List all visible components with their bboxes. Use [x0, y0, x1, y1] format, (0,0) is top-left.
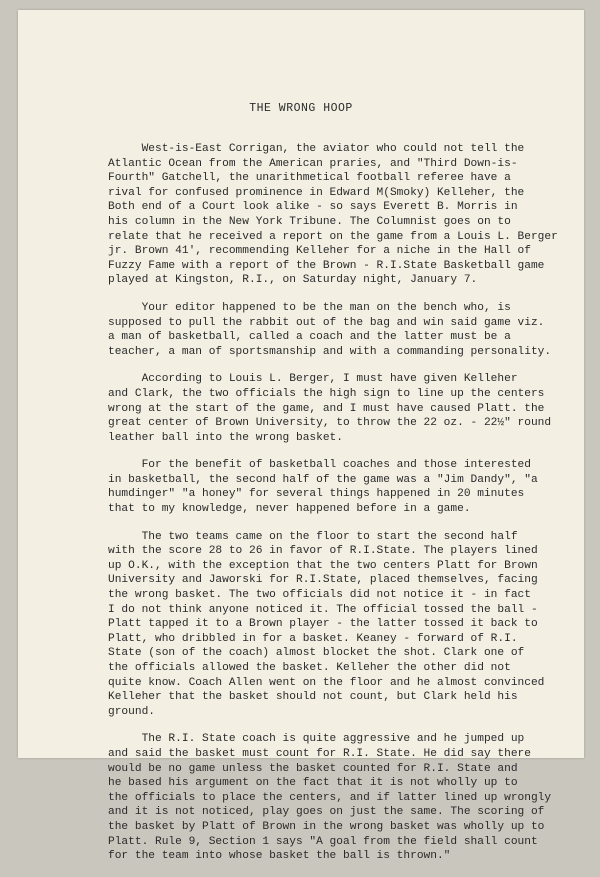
text-line: his column in the New York Tribune. The Columnist goes on to — [108, 215, 511, 228]
text-line: and Clark, the two officials the high sign to line up the centers — [108, 387, 545, 400]
paragraph — [108, 530, 548, 720]
document-body — [108, 142, 558, 877]
text-line: great center of Brown University, to throw the 22 oz. - 22½" round — [108, 417, 552, 430]
text-line: ground. — [108, 705, 155, 718]
text-line: teacher, a man of sportsmanship and with a commanding personality. — [108, 345, 552, 358]
text-line: wrong at the start of the game, and I must have caused Platt. the — [108, 402, 545, 415]
text-line: The two teams came on the floor to start the second half — [108, 530, 518, 543]
text-line: University and Jaworski for R.I.State, placed themselves, facing — [108, 574, 538, 587]
text-line: the basket by Platt of Brown in the wrong basket was wholly up to — [108, 820, 545, 833]
text-line: humdinger" "a honey" for several things happened in 20 minutes — [108, 488, 525, 501]
text-line: West-is-East Corrigan, the aviator who could not tell the — [108, 143, 525, 155]
text-line: a man of basketball, called a coach and the latter must be a — [108, 331, 511, 344]
paragraph — [108, 458, 548, 516]
text-line: the wrong basket. The two officials did not notice it - in fact — [108, 589, 531, 602]
text-line: Platt, who dribbled in for a basket. Keaney - forward of R.I. — [108, 632, 518, 645]
text-line: the officials to place the centers, and if latter lined up wrongly — [108, 791, 552, 804]
text-line: Platt. Rule 9, Section 1 says "A goal from the field shall count — [108, 835, 538, 848]
text-line: For the benefit of basketball coaches and those interested — [108, 459, 531, 472]
paragraph — [108, 301, 552, 359]
text-line: Kelleher that the basket should not count, but Clark held his — [108, 691, 518, 704]
text-line: Fourth" Gatchell, the unarithmetical football referee have a — [108, 172, 511, 185]
document-page — [18, 10, 584, 863]
text-line: Fuzzy Fame with a report of the Brown - R.I.State Basketball game — [108, 259, 545, 272]
text-line: Atlantic Ocean from the American praries, and "Third Down-is- — [108, 157, 518, 170]
text-line: he based his argument on the fact that it is not wholly up to — [108, 777, 518, 790]
text-line: and it is not noticed, play goes on just the same. The scoring of — [108, 806, 545, 819]
text-line: The R.I. State coach is quite aggressive and he jumped up — [108, 733, 525, 746]
text-line: jr. Brown 41', recommending Kelleher for a niche in the Hall of — [108, 245, 531, 258]
text-line: supposed to pull the rabbit out of the bag and win said game viz. — [108, 316, 545, 329]
text-line: up O.K., with the exception that the two centers Platt for Brown — [108, 559, 538, 572]
text-line: for the team into whose basket the ball is thrown." — [108, 850, 451, 863]
text-line: State (son of the coach) almost blocket the shot. Clark one of — [108, 647, 525, 660]
text-line: leather ball into the wrong basket. — [108, 431, 343, 444]
text-line: and said the basket must count for R.I. State. He did say there — [108, 747, 531, 760]
text-line: relate that he received a report on the game from a Louis L. Berger — [108, 230, 558, 243]
text-line: rival for confused prominence in Edward M(Smoky) Kelleher, the — [108, 186, 525, 199]
text-line: According to Louis L. Berger, I must have given Kelleher — [108, 373, 518, 386]
text-line: I do not think anyone noticed it. The official tossed the ball - — [108, 603, 538, 616]
paragraph — [108, 732, 552, 863]
text-line: with the score 28 to 26 in favor of R.I.State. The players lined — [108, 545, 538, 558]
paragraph — [108, 372, 552, 445]
text-line: the officials allowed the basket. Kelleher the other did not — [108, 662, 511, 674]
text-line: Your editor happened to be the man on the bench who, is — [108, 301, 511, 314]
text-line: in basketball, the second half of the game was a "Jim Dandy", "a — [108, 473, 538, 486]
text-line: would be no game unless the basket counted for R.I. State and — [108, 762, 518, 775]
text-line: Platt tapped it to a Brown player - the latter tossed it back to — [108, 618, 538, 631]
text-line: quite know. Coach Allen went on the floor and he almost convinced — [108, 676, 545, 689]
text-line: Both end of a Court look alike - so says Everett B. Morris in — [108, 201, 518, 214]
text-line: that to my knowledge, never happened before in a game. — [108, 503, 471, 516]
paragraph — [108, 142, 558, 288]
text-line: played at Kingston, R.I., on Saturday night, January 7. — [108, 274, 478, 287]
document-title: THE WRONG HOOP — [249, 102, 353, 115]
